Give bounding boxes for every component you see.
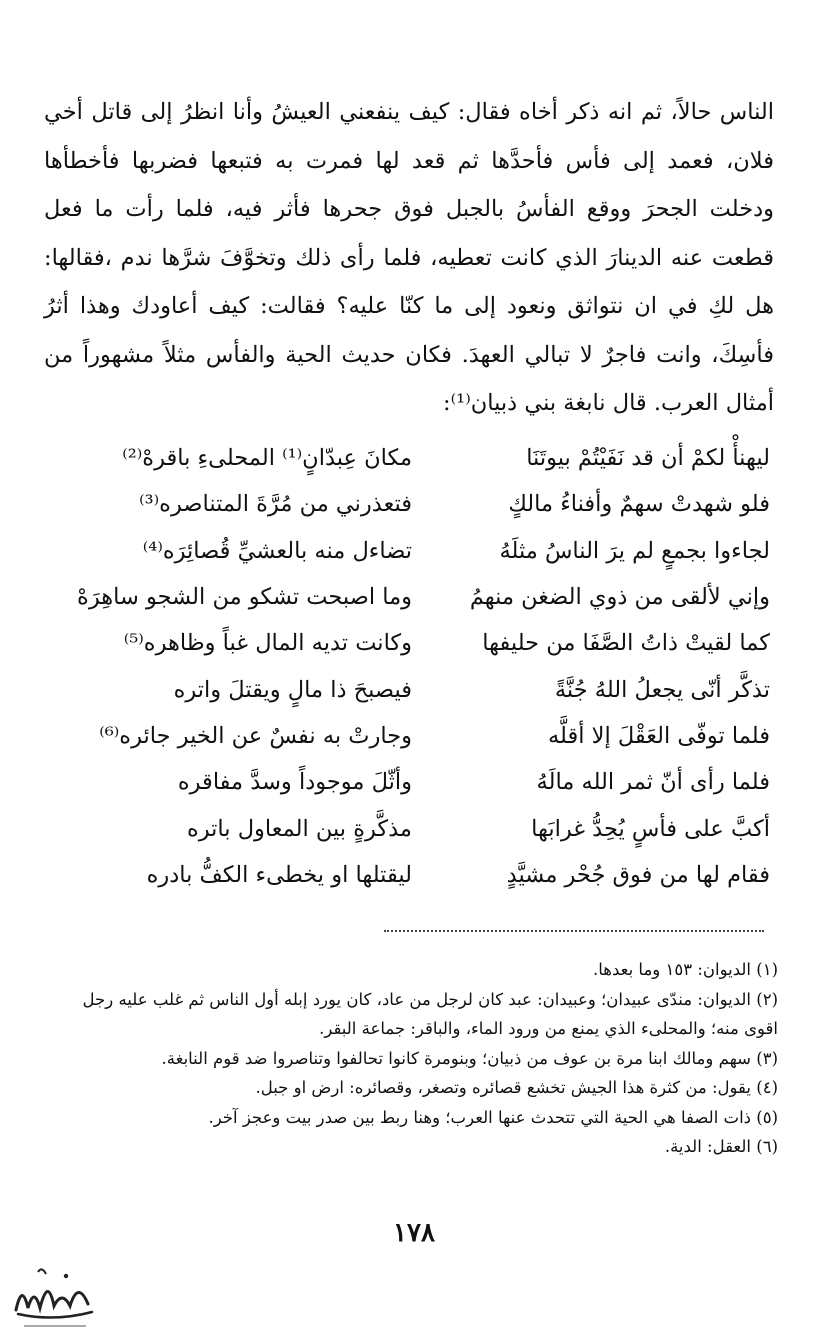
verse-second-hemistich: فتعذرني من مُرَّةَ المتناصره⁽³⁾ xyxy=(139,491,412,518)
footnote: (٢) الديوان: مندّى عبيدان؛ وعبيدان: عبد كان لرجل من عاد، كان يورد إبله أول الناس ثم غلب عليه رجل اقوى منه؛ والمحلىء الذي يمنع من ورود الماء، والباقر: جماعة البقر. xyxy=(82,989,778,1038)
footnote: (٤) يقول: من كثرة هذا الجيش تخشع قصائره وتصغر، وقصائره: ارض او جبل. xyxy=(255,1078,778,1097)
verse-second-hemistich: وأثّلَ موجوداً وسدَّ مفاقره xyxy=(177,769,412,796)
verse-first-hemistich: تذكَّر أنّى يجعلُ اللهُ جُنَّةً xyxy=(554,676,770,703)
verse-line xyxy=(60,666,770,712)
footnote: (٥) ذات الصفا هي الحية التي تتحدث عنها العرب؛ وهنا ربط بين صدر بيت وعجز آخر. xyxy=(208,1107,778,1127)
verse-second-hemistich: فيصبحَ ذا مالٍ ويقتلَ واتره xyxy=(173,676,412,703)
footnote: (١) الديوان: ١٥٣ وما بعدها. xyxy=(593,960,778,979)
verse-line xyxy=(60,435,770,481)
verse-line xyxy=(60,481,770,527)
verse-second-hemistich: مذكَّرةٍ بين المعاول باتره xyxy=(186,815,412,842)
verse-second-hemistich: مكانَ عِبدّانٍ⁽¹⁾ المحلىءِ باقرهْ⁽²⁾ xyxy=(122,445,412,472)
page-number: ١٧٨ xyxy=(393,1218,435,1248)
verse-first-hemistich: كما لقيتْ ذاتُ الصَّفَا من حليفها xyxy=(482,630,770,657)
verse-second-hemistich: وجارتْ به نفسٌ عن الخير جائره⁽⁶⁾ xyxy=(99,722,412,749)
verse-first-hemistich: لجاءوا بجمعٍ لم يرَ الناسُ مثلَهُ xyxy=(499,537,770,564)
verse-second-hemistich: تضاءل منه بالعشيِّ قُصائِرَه⁽⁴⁾ xyxy=(142,537,412,564)
poem xyxy=(60,435,770,898)
verse-line xyxy=(60,759,770,805)
footnote: (٦) العقل: الدية. xyxy=(664,1137,778,1156)
verse-first-hemistich: فلما رأى أنّ ثمر الله مالَهُ xyxy=(536,769,770,796)
footnotes xyxy=(44,955,778,1162)
verse-first-hemistich: وإني لألقى من ذوي الضغن منهمُ xyxy=(469,584,770,611)
footnote: (٣) سهم ومالك ابنا مرة بن عوف من ذبيان؛ وبنومرة كانوا تحالفوا وتناصروا ضد قوم النابغة. xyxy=(161,1048,778,1068)
verse-second-hemistich: ليقتلها او يخطىء الكفُّ بادره xyxy=(146,861,412,888)
verse-line xyxy=(60,852,770,898)
verse-line xyxy=(60,528,770,574)
prose-block xyxy=(44,88,774,428)
verse-line xyxy=(60,574,770,620)
verse-second-hemistich: وكانت تديه المال غباً وظاهره⁽⁵⁾ xyxy=(123,630,412,657)
verse-first-hemistich: فلو شهدتْ سهمٌ وأفناءُ مالكٍ xyxy=(508,491,770,518)
verse-line xyxy=(60,713,770,759)
verse-first-hemistich: فلما توفّى العَقْلَ إلا أقلَّه xyxy=(547,722,770,749)
verse-first-hemistich: فقام لها من فوق جُحْر مشيَّدٍ xyxy=(506,861,770,888)
verse-line xyxy=(60,805,770,851)
verse-first-hemistich: أكبَّ على فأسٍ يُحِدُّ غرابَها xyxy=(531,815,770,842)
verse-line xyxy=(60,620,770,666)
footnote-separator xyxy=(384,930,764,932)
verse-first-hemistich: ليهنأْ لكمْ أن قد نَفَيْتُمْ بيوتَنَا xyxy=(526,445,770,472)
prose-paragraph: الناس حالاً، ثم انه ذكر أخاه فقال: كيف ينفعني العيشُ وأنا انظرُ إلى قاتل أخي فلان، فعمد إلى فأس فأحدَّها ثم قعد لها فمرت به فتبعها فضربها فأخطأها ودخلت الجحرَ ووقع الفأسُ بالجبل فوق جحرها فأثر فيه، فلما رأت ما فعل قطعت عنه الدينارَ الذي كانت تعطيه، فلما رأى ذلك وتخوَّفَ شرَّها ندم ،فقالها: هل لكِ في ان نتواثق ونعود إلى ما كنّا عليه؟ فقالت: كيف أعاودك وهذا أثرُ فأسِكَ، وانت فاجرٌ لا تبالي العهدَ. فكان حديث الحية والفأس مثلاً مشهوراً من أمثال العرب. قال نابغة بني ذبيان⁽¹⁾: xyxy=(44,99,774,416)
verse-second-hemistich: وما اصبحت تشكو من الشجو ساهِرَهْ xyxy=(77,584,412,611)
calligraphy-stamp-logo xyxy=(8,1262,100,1332)
